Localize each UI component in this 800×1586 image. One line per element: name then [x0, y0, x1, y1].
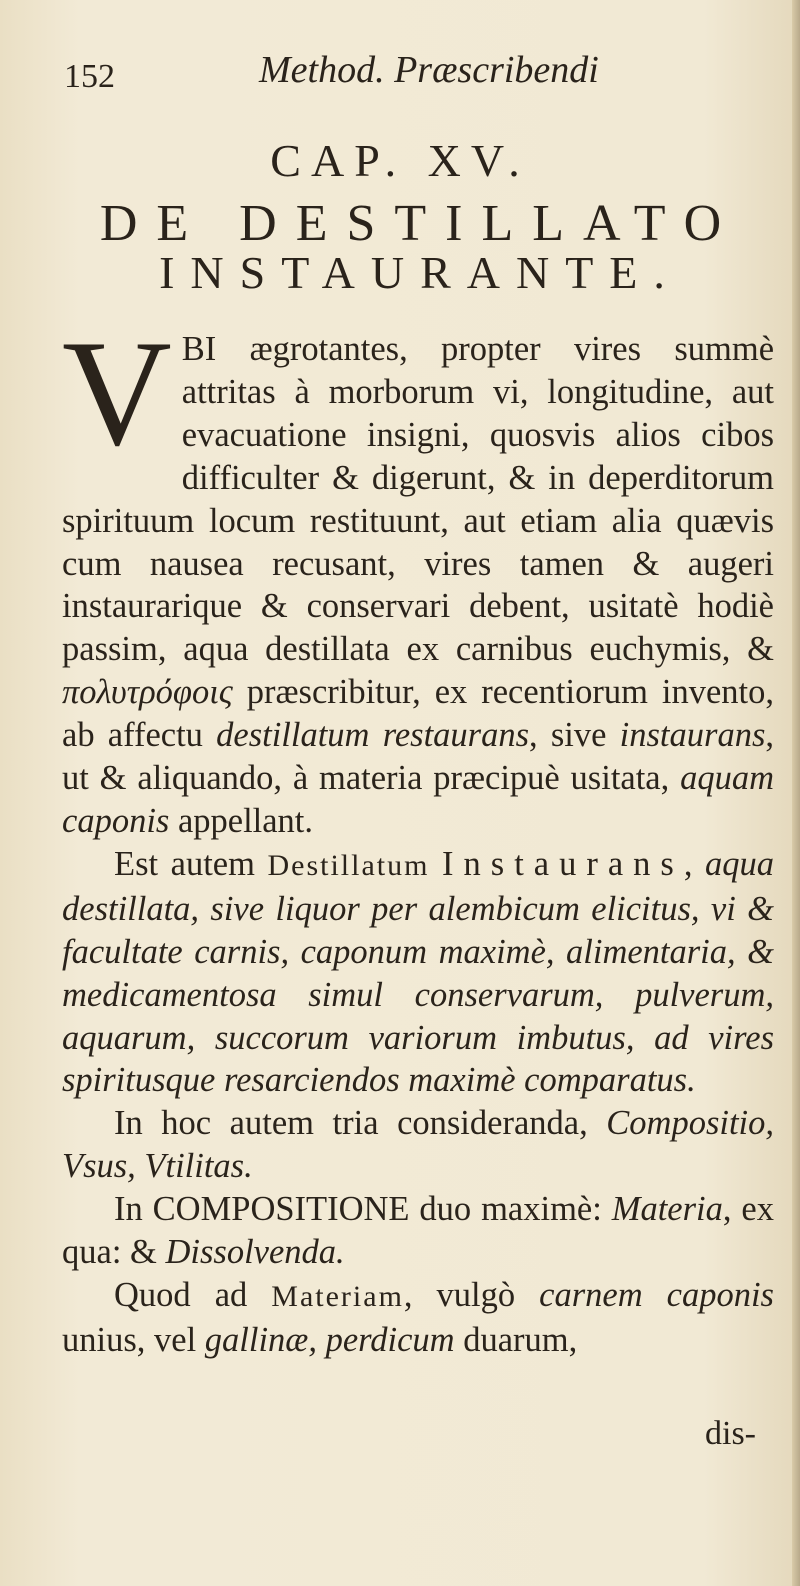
p5-smallcaps: Materiam — [271, 1279, 404, 1313]
p5-italic-1: carnem caponis — [539, 1275, 774, 1314]
p2-smallcaps: Destillatum — [267, 848, 430, 882]
p1-text-1: BI — [181, 330, 250, 368]
p5-text-1: Quod ad — [114, 1275, 272, 1314]
p5-text-4: duarum, — [454, 1320, 578, 1359]
p1-text-5: , ut & aliquando, à materia præcipuè usitata, — [62, 716, 774, 798]
p5-text-2: , vulgò — [403, 1275, 540, 1314]
p1-italic-1: destillatum restaurans — [216, 716, 530, 755]
p4-italic-2: Dissolvenda. — [165, 1233, 345, 1272]
p3-italic-1: Compositio, Vsus, Vtilitas. — [62, 1104, 774, 1186]
catchword: dis- — [705, 1415, 756, 1452]
p4-text-3: , ex qua: & — [62, 1190, 774, 1272]
chapter-label: CAP. XV. — [270, 135, 530, 186]
p4-smallcaps: COMPOSITIONE — [152, 1190, 410, 1229]
paragraph-5 — [62, 1274, 774, 1362]
p1-greek-word: πολυτρόφοις — [62, 673, 233, 712]
body-text — [62, 309, 775, 1362]
chapter-title-line-1: DE DESTILLATO — [99, 195, 741, 252]
paragraph-2 — [62, 843, 774, 1102]
p1-text-2: ægrotantes, propter vires summè attritas à morborum vi, longitudine, aut evacuatione insigni, quosvis alios cibos difficulter & digerunt, & in deperditorum spirituum locum restituunt, aut etiam alia quævis cum nausea recusant, vires tamen & augeri instaurarique & conservari debent, usitatè hodiè passim, aqua destillata ex carnibus euchymis, & — [62, 330, 775, 669]
p1-text-3: præscribitur, ex recentiorum invento, ab affectu — [62, 673, 774, 755]
paragraph-3 — [62, 1102, 774, 1188]
page-number: 152 — [64, 58, 115, 95]
p2-italic-1: aqua destillata, sive liquor per alembicum elicitus, vi & facultate carnis, caponum maximè, alimentaria, & medicamentosa simul conservarum, pulverum, aquarum, succorum variorum imbutus, ad vires spiritusque resarciendos maximè comparatus. — [62, 844, 775, 1100]
page-header — [64, 44, 754, 104]
drop-cap: V — [62, 309, 172, 477]
p5-italic-2: gallinæ, perdicum — [204, 1320, 455, 1359]
p1-italic-2: instaurans — [619, 716, 766, 755]
p1-text-6: appellant. — [169, 801, 314, 840]
paragraph-1 — [62, 309, 775, 843]
page-edge — [792, 0, 800, 1586]
p2-text-2: , — [683, 844, 706, 883]
p4-text-2: duo maximè: — [409, 1190, 612, 1229]
p1-text-4: , sive — [529, 716, 620, 755]
chapter-title-line-2: INSTAURANTE. — [159, 247, 681, 298]
paragraph-4 — [62, 1188, 774, 1274]
p1-italic-3: aquam caponis — [62, 759, 774, 840]
p4-italic-1: Materia — [611, 1190, 723, 1229]
p4-text-1: In — [114, 1190, 153, 1229]
p2-spaced: Instaurans — [442, 844, 684, 883]
p2-text-1: Est autem — [114, 844, 268, 883]
p5-text-3: unius, vel — [62, 1320, 205, 1359]
p3-text-1: In hoc autem tria consideranda, — [114, 1104, 607, 1143]
running-title: Method. Præscribendi — [259, 49, 599, 91]
